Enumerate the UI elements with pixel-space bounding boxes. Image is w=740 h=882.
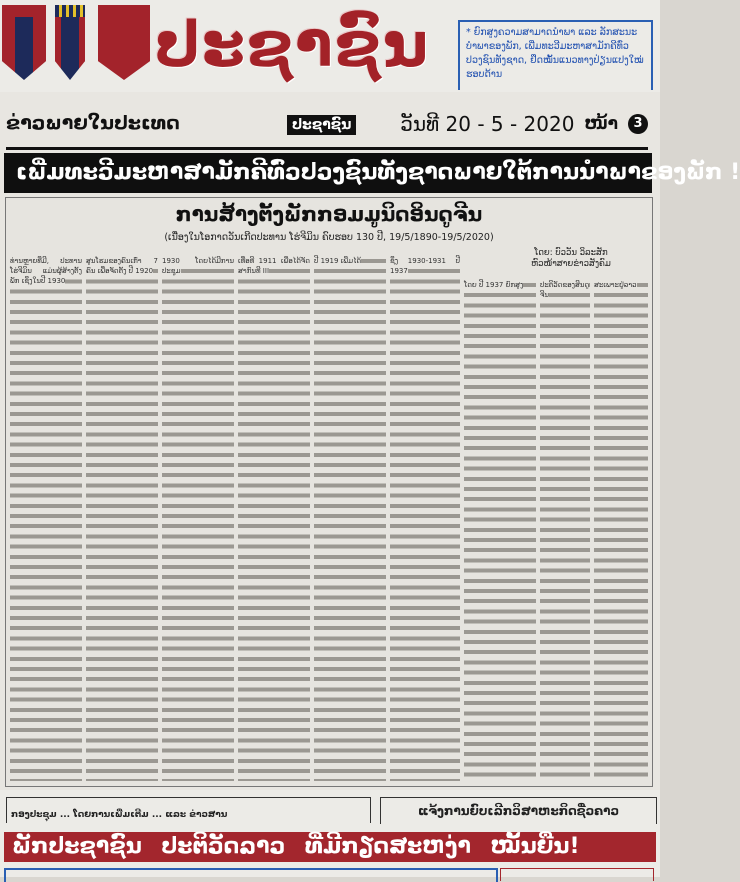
medal-icon — [55, 5, 85, 80]
section-title: ຂ່າວພາຍໃນປະເທດ — [6, 112, 180, 134]
page-number: 3 — [628, 114, 648, 134]
article-column: ປະຕິວັດຂອງສິນດູຈີນ — [540, 280, 590, 781]
medal-icon — [2, 5, 46, 80]
byline — [496, 248, 646, 270]
footer-slogan-banner: ພັກປະຊາຊົນ ປະຕິວັດລາວ ທີ່ມີກຽດສະຫງ່າ ໝັ້ນຍືນ! — [4, 832, 656, 862]
article-column: 1930 ໂດຍໄດ້ມີການປະຊຸມ — [162, 256, 234, 781]
page-header-right — [400, 112, 648, 136]
article — [5, 197, 653, 787]
issue-date: ວັນທີ 20 - 5 - 2020 — [400, 112, 575, 136]
article-column: ສູນໂຮມຂອງຄົນເກົ່າ 7 ຄົນ ເພື່ອຈັດຕັ້ງ ປີ 1920 — [86, 256, 158, 781]
article-column: ຊິ່ງ 1930-1931 ປີ 1937 — [390, 256, 460, 781]
article-column: ປີ 1919 ເພີ່ມໄດ້ — [314, 256, 386, 781]
medal-icon — [98, 5, 150, 80]
article-column: ເທື່ອທີ 1911 ເພື່ອໄດ້ຈັດ ສາກົນທີ III — [238, 256, 310, 781]
article-title: ການສ້າງຕັ້ງພັກກອມມູນິດອິນດູຈີນ — [175, 202, 483, 226]
masthead-slogan: * ຍົກສູງຄວາມສາມາດນຳພາ ແລະ ລັກສະນະບຳພາຂອງພັກ, ເພີ່ມທະວີມະຫາສາມັກຄີທົ່ວປວງຊົນທັງຊາດ, ຢຶດໝັ້ນແນວທາງປ່ຽນແປງໃໝ່ຮອບດ້ານ — [458, 20, 653, 90]
article-column: ໂດຍ ປີ 1937 ຍົກສູງ — [464, 280, 536, 781]
paper-name-box: ປະຊາຊົນ — [287, 115, 356, 135]
bottom-article-left: ກອງປະຊຸມ ... ໂດຍການເພີ່ມເຕີມ ... ແລະ ຂ່າວສານ — [6, 797, 371, 823]
byline-role: ຫົວໜ້າສາຍຂ່າວ​ສັງຄົມ — [531, 259, 611, 269]
bottom-article-right: ແຈ້ງການຍົບເລີກວິສາຫະກິດຊື່ວຄາວ — [380, 797, 657, 824]
headline-banner: ເພີ່ມທະວີມະຫາສາມັກຄີທົ່ວປວງຊົນທັງຊາດພາຍໃຕ້ການນຳພາຂອງພັກ ! — [4, 153, 652, 193]
page-label: ໜ້າ — [584, 114, 618, 134]
red-frame — [500, 868, 654, 881]
masthead — [0, 0, 660, 92]
byline-author: ໂດຍ: ບົວວັນ ວິລະສັກ — [534, 248, 608, 258]
header-rule — [6, 147, 648, 150]
blue-frame — [4, 868, 498, 882]
article-subtitle: (ເນື່ອງໃນໂອກາດວັນເກີດປະທານ ໂຮ່ຈີມິນ ຄົບຮອບ 130 ປີ, 19/5/1890-19/5/2020) — [164, 232, 494, 243]
newspaper-logo: ປະຊາຊົນ — [155, 8, 431, 81]
article-column: ທ່ານຫຼາຍທີ່ມີ, ປະທານ ໂຮ່ຈີມິນ ແມ່ນຜູ້ສ້າງຕັ້ງພັກ ເຊິ່ງໃນປີ 1930 — [10, 256, 82, 781]
article-column: ສະເພາະຢູ່ລາວ — [594, 280, 648, 781]
